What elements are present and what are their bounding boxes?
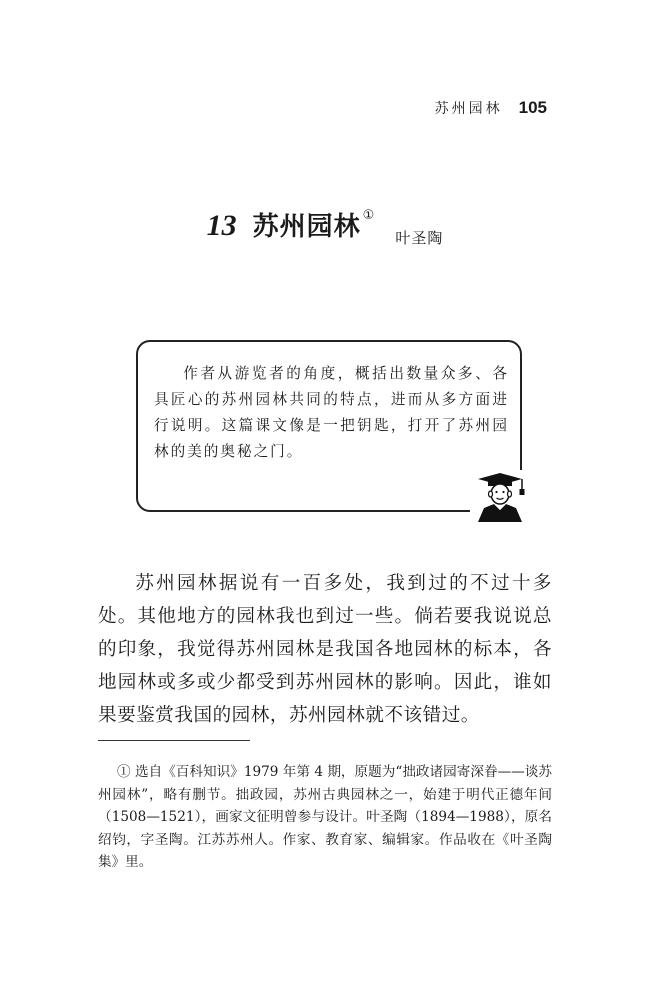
- scholar-icon: [470, 470, 530, 522]
- footnote: ① 选自《百科知识》1979 年第 4 期，原题为“拙政诸园寄深眷——谈苏州园林”，略有删节。拙政园，苏州古典园林之一，始建于明代正德年间（1508—1521），画家文征明曾参与设计。叶圣陶（1894—1988），原名绍钧，字圣陶。江苏苏州人。作家、教育家、编辑家。作品收在《叶圣陶集》里。: [98, 764, 552, 870]
- footnote-divider: [98, 740, 250, 741]
- footnote-marker[interactable]: ①: [362, 208, 376, 224]
- lesson-title: [253, 206, 376, 243]
- page-number: 105: [518, 98, 547, 117]
- body-paragraph: 苏州园林据说有一百多处，我到过的不过十多处。其他地方的园林我也到过一些。倘若要我说说总的印象，我觉得苏州园林是我国各地园林的标本，各地园林或多或少都受到苏州园林的影响。因此，谁如果要鉴赏我国的园林，苏州园林就不该错过。: [98, 573, 552, 726]
- reading-guide-text: 作者从游览者的角度，概括出数量众多、各具匠心的苏州园林共同的特点，进而从多方面进行说明。这篇课文像是一把钥匙，打开了苏州园林的美的奥秘之门。: [154, 365, 509, 460]
- lesson-number: 13: [206, 209, 237, 242]
- running-head: [435, 98, 547, 118]
- reading-guide-box: [136, 340, 522, 512]
- lesson-author: 叶圣陶: [395, 229, 444, 247]
- lesson-title-text: 苏州园林: [252, 212, 361, 242]
- lesson-heading: [0, 206, 650, 247]
- running-head-title: 苏州园林: [434, 101, 503, 117]
